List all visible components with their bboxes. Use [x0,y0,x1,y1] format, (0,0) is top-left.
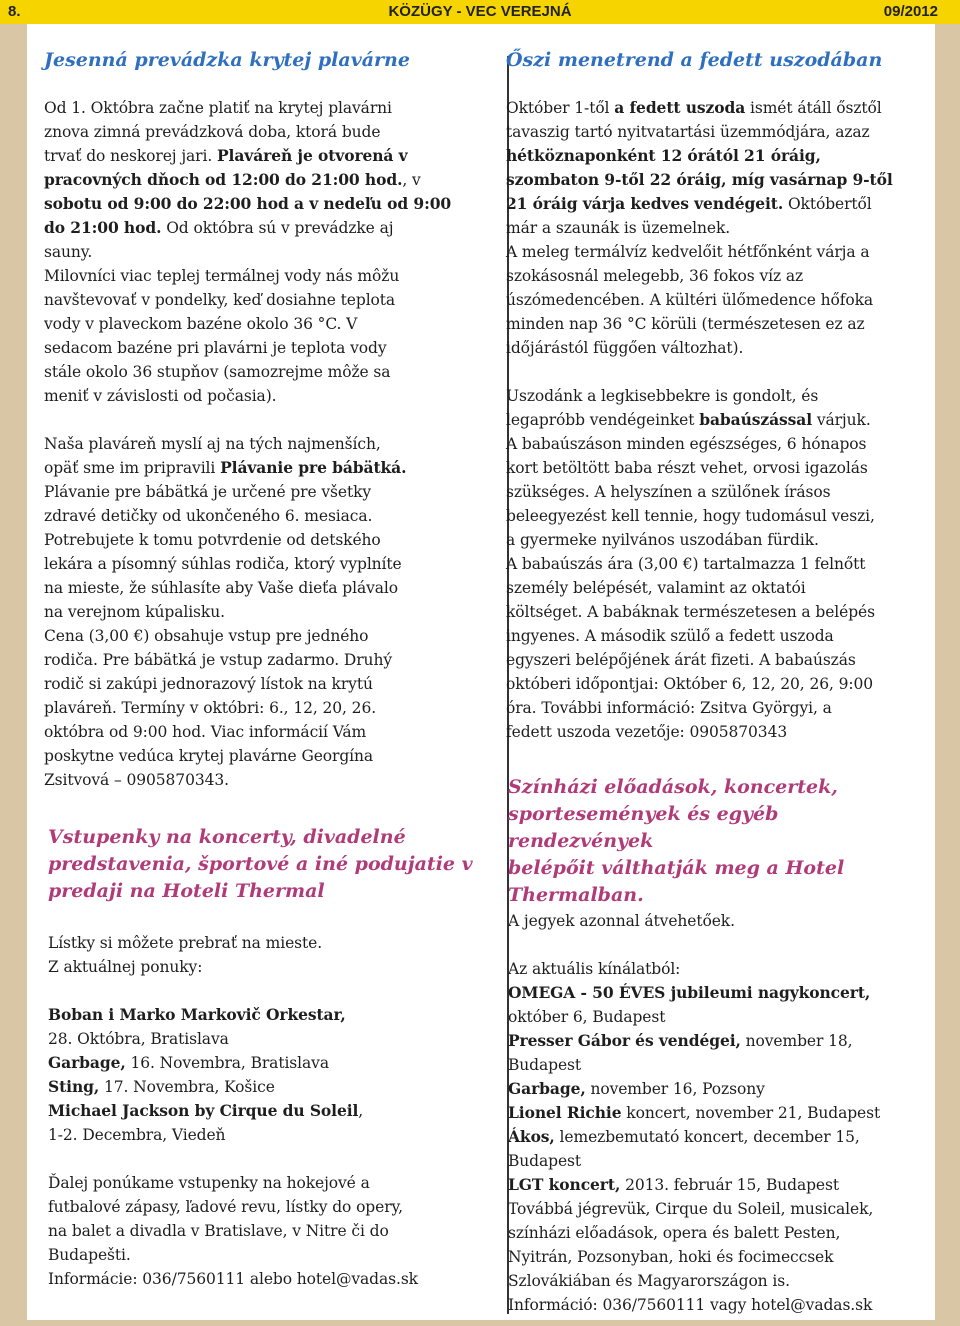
text-run: lemezbemutató koncert, december 15, Budapest [508,1128,860,1170]
text-run: , 1-2. Decembra, Viedeň [48,1102,364,1144]
text-run: Lístky si môžete prebrať na mieste. Z aktuálnej ponuky: [48,934,323,976]
text-run: Presser Gábor és vendégei, [508,1031,741,1050]
text-run: Michael Jackson by Cirque du Soleil [48,1101,359,1120]
text-run: Októbertől már a szaunák is üzemelnek. A meleg termálvíz kedvelőit hétfőnként várja a szokásosnál melegebb, 36 fokos víz az úszómedencében. A kültéri ülőmedence hőfoka minden nap 36 °C körüli (természetesen ez az időjárástól függően változhat). [506,195,874,357]
tickets-intro-sk [48,931,480,979]
tickets-outro-sk [48,1171,480,1291]
text-run: Od 1. Októbra začne platiť na krytej plavárni znova zimná prevádzková doba, ktorá bude trvať do neskorej jari. [44,99,392,165]
text-run: Plávanie pre bábätká je určené pre všetky zdravé detičky od ukončeného 6. mesiaca. Potrebujete k tomu potvrdenie od detského lekára a písomný súhlas rodiča, ktorý vyplníte na mieste, že súhlasíte aby Vaše dieťa plávalo na verejnom kúpalisku. Cena (3,00 €) obsahuje vstup pre jedného rodiča. Pre bábätká je vstup zadarmo. Druhý rodič si zakúpi jednorazový lístok na krytú plaváreň. Termíny v októbri: 6., 12, 20, 26. októbra od 9:00 hod. Viac informácií Vám poskytne vedúca krytej plavárne Georgína Zsitvová – 0905870343. [44,483,402,789]
tickets-heading-sk: Vstupenky na koncerty, divadelné predstavenia, športové a iné podujatie v predaji na Hoteli Thermal [48,826,473,902]
pool-paragraph-sk-1 [44,96,480,408]
text-run: ismét átáll ősztől tavaszig tartó nyitvatartási üzemmódjára, azaz [506,99,882,141]
text-run: Garbage, [48,1053,126,1072]
text-run: 17. Novembra, Košice [103,1078,275,1096]
hungarian-column [506,48,921,1317]
text-run: Plávanie pre bábätká. [220,458,407,477]
text-run: , v [402,171,421,189]
tickets-intro-hu [508,909,921,933]
text-run: 28. Októbra, Bratislava [48,1030,229,1048]
text-run: Uszodánk a legkisebbekre is gondolt, és legapróbb vendégeinket [506,387,819,429]
pool-paragraph-sk-2 [44,432,480,792]
text-run: 16. Novembra, Bratislava [130,1054,329,1072]
text-run: várjuk. A babaúszáson minden egészséges, 6 hónapos kort betöltött baba részt vehet, orvosi igazolás szükséges. A helyszínen a szülőnek írásos beleegyezést kell tennie, hogy tudomásul veszi, a gyermeke nyilvános uszodában fürdik. A babaúszás ára (3,00 €) tartalmazza 1 felnőtt személy belépését, valamint az oktatói költséget. A babáknak természetesen a belépés ingyenes. A második szülő a fedett uszoda egyszeri belépőjének árát fizeti. A babaúszás októberi időpontjai: Október 6, 12, 20, 26, 9:00 óra. További információ: Zsitva Györgyi, a fedett uszoda vezetője: 0905870343 [506,411,875,741]
events-list-sk [48,1003,480,1147]
text-run: OMEGA - 50 ÉVES jubileumi nagykoncert, [508,983,871,1002]
header-title: KÖZÜGY - VEC VEREJNÁ [388,3,572,20]
text-run: november 16, Pozsony [590,1080,765,1098]
page-number: 8. [8,3,21,20]
text-run: Lionel Richie [508,1103,622,1122]
text-run: Október 1-től [506,99,615,117]
text-run: Garbage, [508,1079,586,1098]
text-run: A jegyek azonnal átvehetőek. [508,912,735,930]
events-list-hu [508,957,921,1317]
text-run: 2013. február 15, Budapest Továbbá jégrevük, Cirque du Soleil, musicalek, színházi előadások, opera és balett Pesten, Nyitrán, Pozsonyban, hoki és focimeccsek Szlovákiában és Magyarországon is. Információ: 036/7560111 vagy hotel@vadas.sk [508,1176,874,1314]
text-run: LGT koncert, [508,1175,621,1194]
text-run: Ákos, [508,1127,555,1146]
text-run: Sting, [48,1077,100,1096]
text-run: Plaváreň je otvorená v pracovných dňoch od 12:00 do 21:00 hod. [44,146,408,189]
text-run: koncert, november 21, Budapest [626,1104,881,1122]
text-run: október 6, Budapest [508,1008,666,1026]
text-run: Naša plaváreň myslí aj na tých najmenších, opäť sme im pripravili [44,435,381,477]
header-bar [0,0,960,24]
text-run: november 18, Budapest [508,1032,853,1074]
tickets-heading-hu: Színházi előadások, koncertek, sportesemények és egyéb rendezvények belépőit válthatják meg a Hotel Thermalban. [508,776,845,906]
pool-heading-sk: Jesenná prevádzka krytej plavárne [44,49,410,71]
pool-paragraph-hu-2 [506,384,921,744]
text-run: Az aktuális kínálatból: [508,960,681,978]
pool-heading-hu: Őszi menetrend a fedett uszodában [506,49,883,71]
text-run: sobotu od 9:00 do 22:00 hod a v nedeľu od 9:00 do 21:00 hod. [44,194,452,237]
issue-number: 09/2012 [883,3,938,20]
text-run: hétköznaponként 12 órától 21 óráig, szombaton 9-től 22 óráig, míg vasárnap 9-től 21 óráig várja kedves vendégeit. [506,146,893,213]
text-run: babaúszással [699,410,812,429]
pool-paragraph-hu-1 [506,96,921,360]
text-run: Boban i Marko Markovič Orkestar, [48,1005,346,1024]
slovak-column [44,48,480,1291]
page-sheet [27,24,935,1320]
text-run: Ďalej ponúkame vstupenky na hokejové a futbalové zápasy, ľadové revu, lístky do opery, na balet a divadla v Bratislave, v Nitre či do Budapešti. Informácie: 036/7560111 alebo hotel@vadas.sk [48,1174,418,1288]
text-run: a fedett uszoda [614,98,746,117]
text-run: Od októbra sú v prevádzke aj sauny. Milovníci viac teplej termálnej vody nás môžu navštevovať v pondelky, keď dosiahne teplota vody v plaveckom bazéne okolo 36 °C. V sedacom bazéne pri plavárni je teplota vody stále okolo 36 stupňov (samozrejme môže sa meniť v závislosti od počasia). [44,219,400,405]
